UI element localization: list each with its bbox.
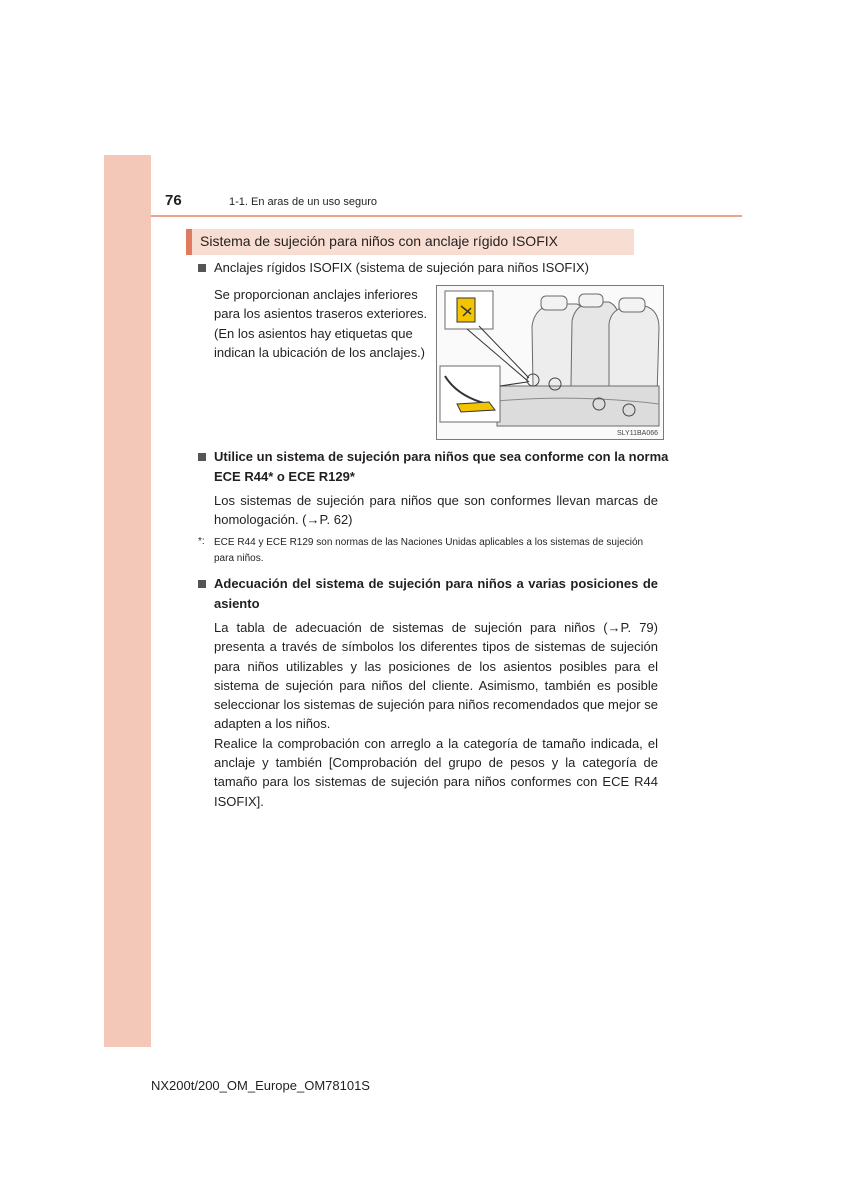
bullet-square-icon (198, 264, 206, 272)
item-2-heading-line: ECE R44* o ECE R129* (214, 469, 355, 484)
item-1-text (214, 285, 428, 362)
page-number: 76 (165, 192, 182, 209)
isofix-seat-illustration (436, 285, 664, 440)
rear-seat-drawing (437, 286, 663, 439)
item-1-line: para los asientos traseros exteriores. (214, 306, 428, 322)
item-2-heading-line: Utilice un sistema de sujeción para niños que sea conforme con la norma (214, 449, 669, 464)
item-1-line: (En los asientos hay etiquetas que (214, 325, 413, 341)
footer-doc-code: NX200t/200_OM_Europe_OM78101S (151, 1078, 370, 1093)
item-2-text: Los sistemas de sujeción para niños que son conformes llevan marcas de homologación. (→P. 62) (214, 493, 658, 528)
item-1-line: indican la ubicación de los anclajes.) (214, 344, 426, 360)
item-3-paragraph: La tabla de adecuación de sistemas de sujeción para niños (→P. 79) presenta a través de símbolos los diferentes tipos de sistemas de sujeción para niños utilizables y las posiciones de los asientos posibles para el sistema de sujeción para niños del cliente. Asimismo, también es posible seleccionar los sistemas de sujeción para niños recomendados que mejor se adapten a los niños. (214, 620, 658, 732)
section-title: Sistema de sujeción para niños con anclaje rígido ISOFIX (200, 233, 558, 249)
section-heading-bar (186, 229, 634, 255)
item-1-line: Se proporcionan anclajes inferiores (214, 287, 418, 302)
footnote-marker: *: (198, 536, 205, 547)
bullet-square-icon (198, 453, 206, 461)
running-head: 1-1. En aras de un uso seguro (229, 196, 377, 208)
item-1-heading: Anclajes rígidos ISOFIX (sistema de sujeción para niños ISOFIX) (214, 260, 589, 275)
item-2-heading (214, 447, 669, 487)
illustration-code: SLY11BA066 (617, 430, 658, 437)
item-3-paragraph: Realice la comprobación con arreglo a la categoría de tamaño indicada, el anclaje y también [Comprobación del grupo de pesos y la categoría de tamaño para los sistemas de sujeción para niños conformes con ECE R44 ISOFIX]. (214, 735, 658, 809)
item-3-text (214, 618, 658, 811)
side-margin-band (104, 155, 151, 1047)
footnote-text: ECE R44 y ECE R129 son normas de las Naciones Unidas aplicables a los sistemas de sujeción para niños. (214, 537, 644, 564)
bullet-square-icon (198, 580, 206, 588)
item-3-heading: Adecuación del sistema de sujeción para niños a varias posiciones de asiento (214, 576, 658, 611)
header-rule (151, 215, 742, 217)
